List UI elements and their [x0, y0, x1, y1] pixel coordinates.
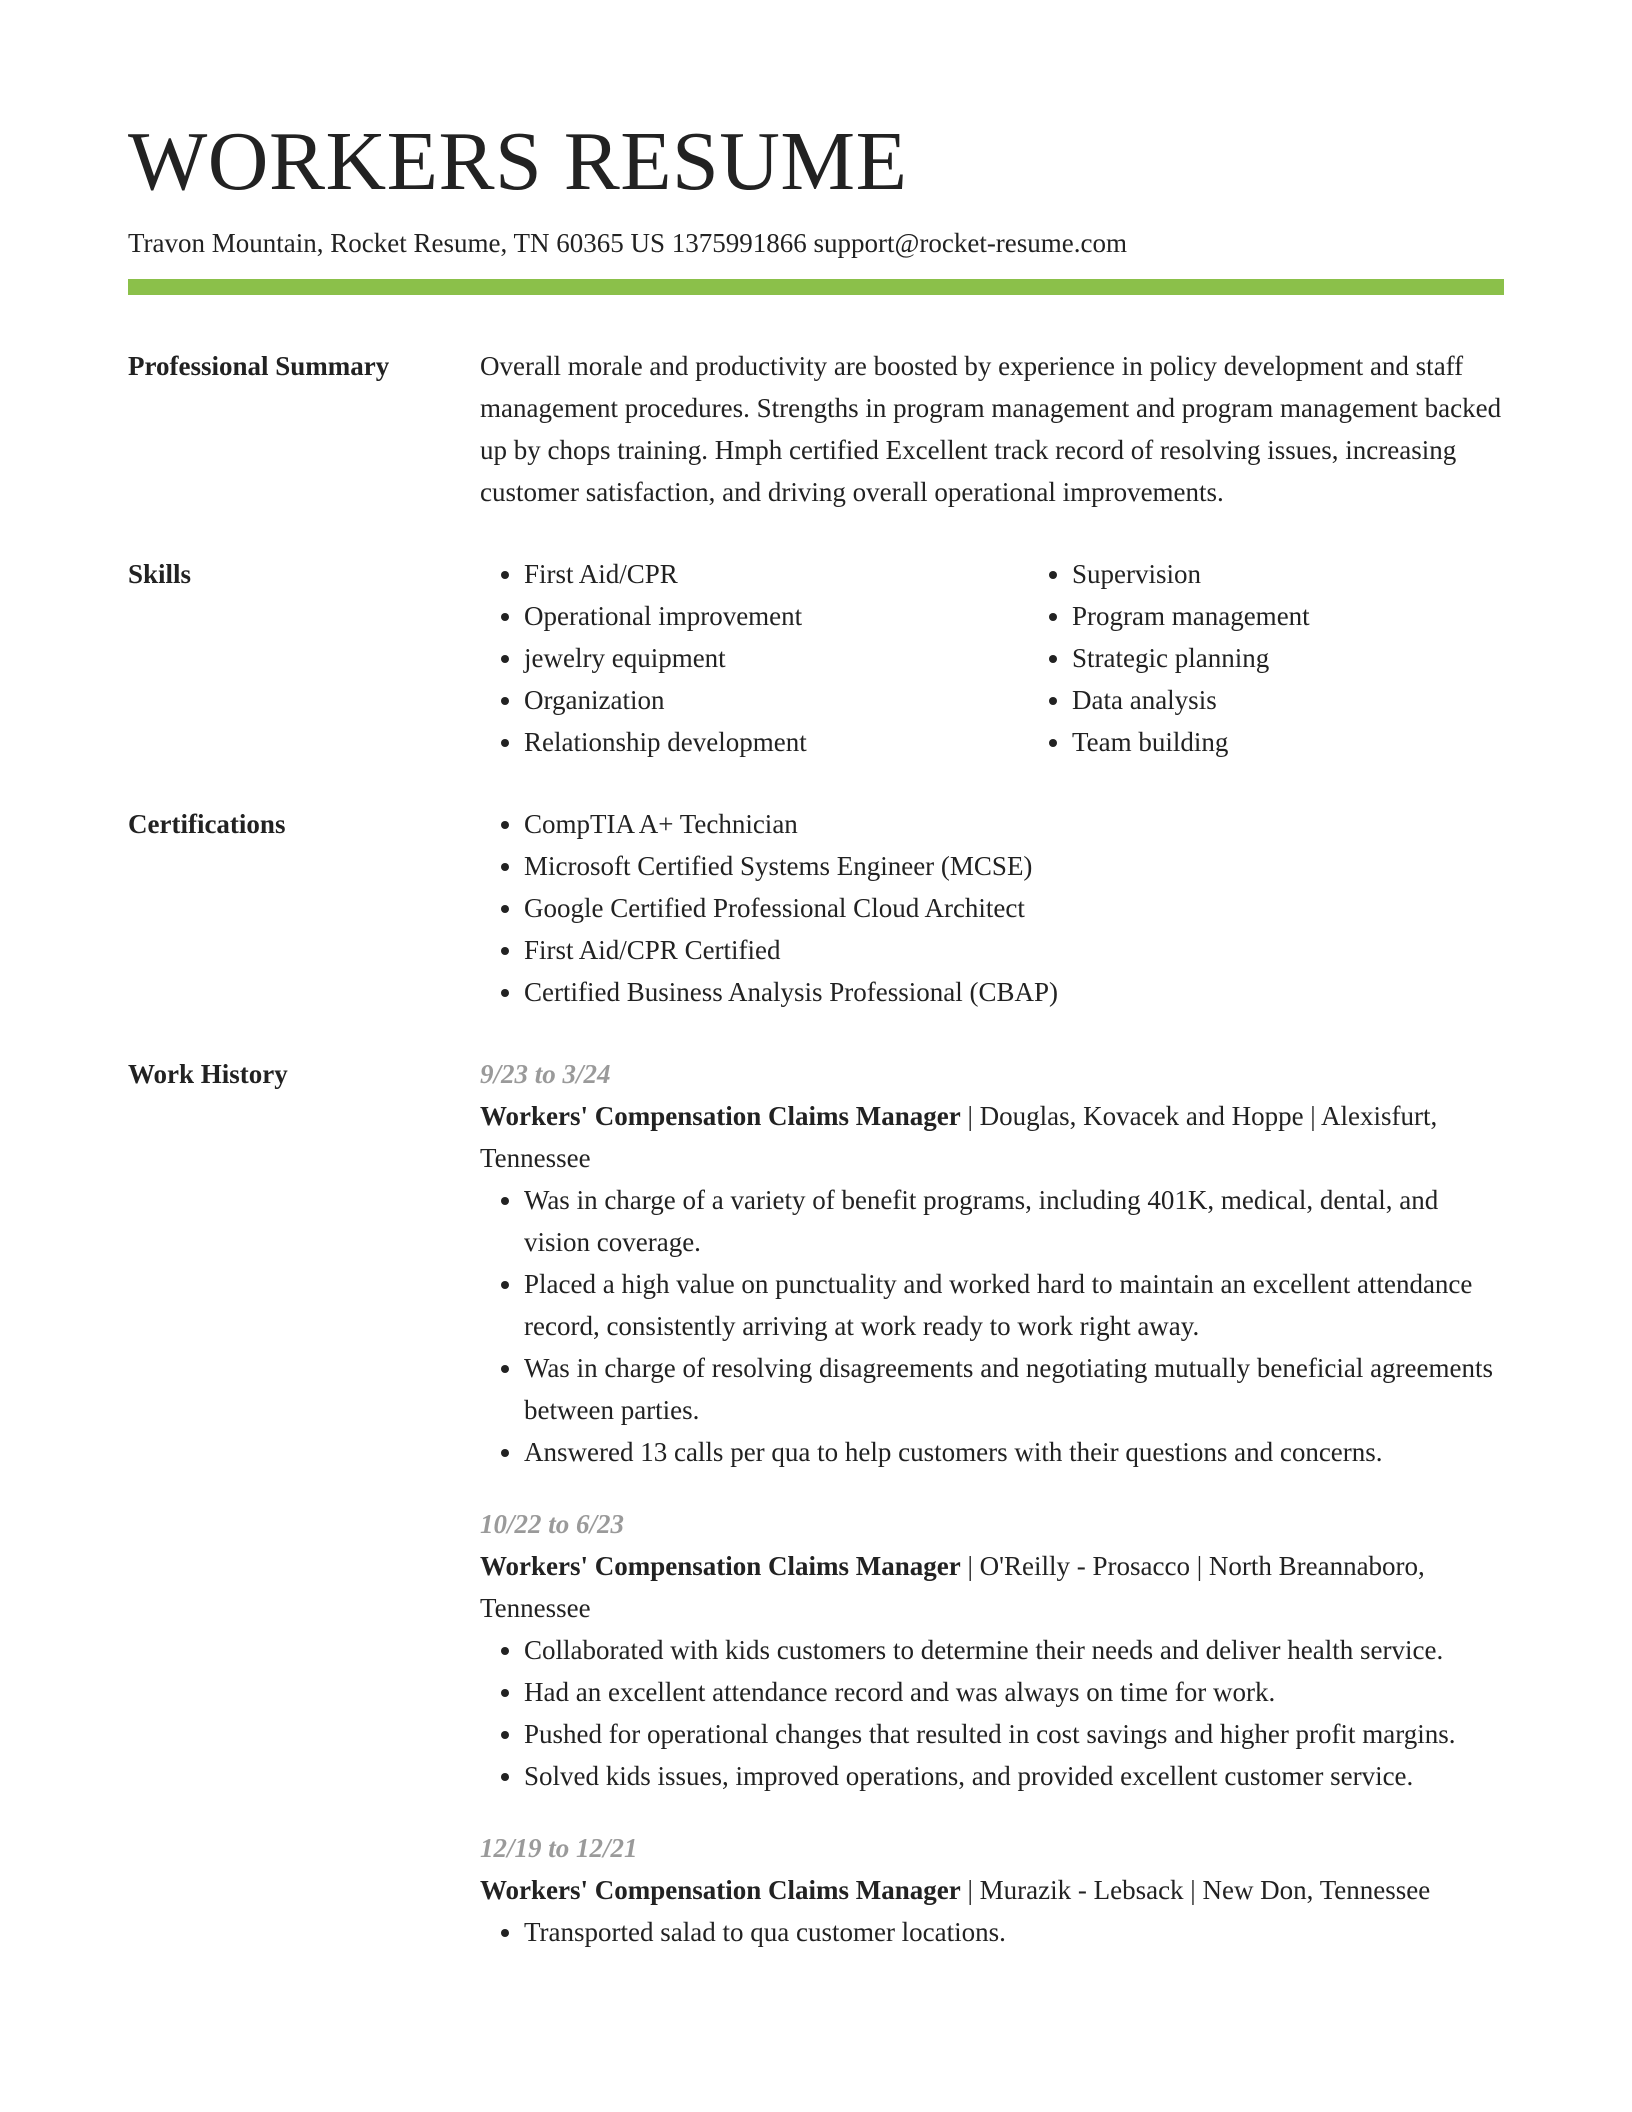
skills-heading: Skills	[128, 559, 192, 590]
summary-section	[128, 345, 1504, 513]
skill-item: • Operational improvement	[524, 595, 1028, 637]
skill-item: • Team building	[1072, 721, 1504, 763]
certification-item: • Certified Business Analysis Professional (CBAP)	[524, 971, 1504, 1013]
skills-section	[128, 553, 1504, 763]
job-heading	[480, 1545, 1504, 1629]
work-history-section	[128, 1053, 1504, 1983]
skills-list-left	[480, 553, 1028, 763]
skill-item: • Program management	[1072, 595, 1504, 637]
certification-item: • Microsoft Certified Systems Engineer (MCSE)	[524, 845, 1504, 887]
certifications-section	[128, 803, 1504, 1013]
skill-item: • Data analysis	[1072, 679, 1504, 721]
job-details: | Murazik - Lebsack | New Don, Tennessee	[960, 1875, 1431, 1906]
job-dates: 10/22 to 6/23	[480, 1509, 625, 1540]
resume-title: WORKERS RESUME	[128, 115, 908, 208]
job-details: | Douglas, Kovacek and Hoppe | Alexisfurt, Tennessee	[480, 1101, 1438, 1174]
job-bullet: • Placed a high value on punctuality and worked hard to maintain an excellent attendance record, consistently arriving at work ready to work right away.	[524, 1263, 1504, 1347]
certifications-heading: Certifications	[128, 809, 286, 840]
summary-heading: Professional Summary	[128, 351, 390, 382]
job-details: | O'Reilly - Prosacco | North Breannaboro, Tennessee	[480, 1551, 1425, 1624]
job-title: Workers' Compensation Claims Manager	[480, 1101, 961, 1132]
job-bullet: • Had an excellent attendance record and was always on time for work.	[524, 1671, 1504, 1713]
job-bullet: • Solved kids issues, improved operations, and provided excellent customer service.	[524, 1755, 1504, 1797]
skill-item: • Strategic planning	[1072, 637, 1504, 679]
certification-item: • Google Certified Professional Cloud Architect	[524, 887, 1504, 929]
job-bullets	[480, 1911, 1504, 1953]
job-bullet: • Transported salad to qua customer locations.	[524, 1911, 1504, 1953]
job-dates: 9/23 to 3/24	[480, 1059, 611, 1090]
job-entry	[480, 1827, 1504, 1953]
accent-divider	[128, 279, 1504, 295]
skills-list-right	[1028, 553, 1504, 763]
job-bullets	[480, 1629, 1504, 1797]
job-title: Workers' Compensation Claims Manager	[480, 1875, 961, 1906]
job-entry	[480, 1503, 1504, 1797]
job-heading	[480, 1095, 1504, 1179]
job-bullet: • Pushed for operational changes that resulted in cost savings and higher profit margins.	[524, 1713, 1504, 1755]
skill-item: • Organization	[524, 679, 1028, 721]
job-bullets	[480, 1179, 1504, 1473]
skill-item: • First Aid/CPR	[524, 553, 1028, 595]
skill-item: • Relationship development	[524, 721, 1028, 763]
job-entry	[480, 1053, 1504, 1473]
job-bullet: • Was in charge of a variety of benefit programs, including 401K, medical, dental, and vision coverage.	[524, 1179, 1504, 1263]
job-bullet: • Answered 13 calls per qua to help customers with their questions and concerns.	[524, 1431, 1504, 1473]
certification-item: • CompTIA A+ Technician	[524, 803, 1504, 845]
contact-line: Travon Mountain, Rocket Resume, TN 60365 US 1375991866 support@rocket-resume.com	[128, 228, 1128, 259]
certifications-list	[480, 803, 1504, 1013]
skill-item: • Supervision	[1072, 553, 1504, 595]
job-dates: 12/19 to 12/21	[480, 1833, 638, 1864]
job-bullet: • Collaborated with kids customers to determine their needs and deliver health service.	[524, 1629, 1504, 1671]
skill-item: • jewelry equipment	[524, 637, 1028, 679]
certification-item: • First Aid/CPR Certified	[524, 929, 1504, 971]
job-heading	[480, 1869, 1504, 1911]
job-bullet: • Was in charge of resolving disagreements and negotiating mutually beneficial agreements between parties.	[524, 1347, 1504, 1431]
summary-text: Overall morale and productivity are boosted by experience in policy development and staff management procedures. Strengths in program management and program management backed up by chops training. Hmph certified Excellent track record of resolving issues, increasing customer satisfaction, and driving overall operational improvements.	[480, 351, 1502, 508]
job-title: Workers' Compensation Claims Manager	[480, 1551, 961, 1582]
work-history-heading: Work History	[128, 1059, 288, 1090]
